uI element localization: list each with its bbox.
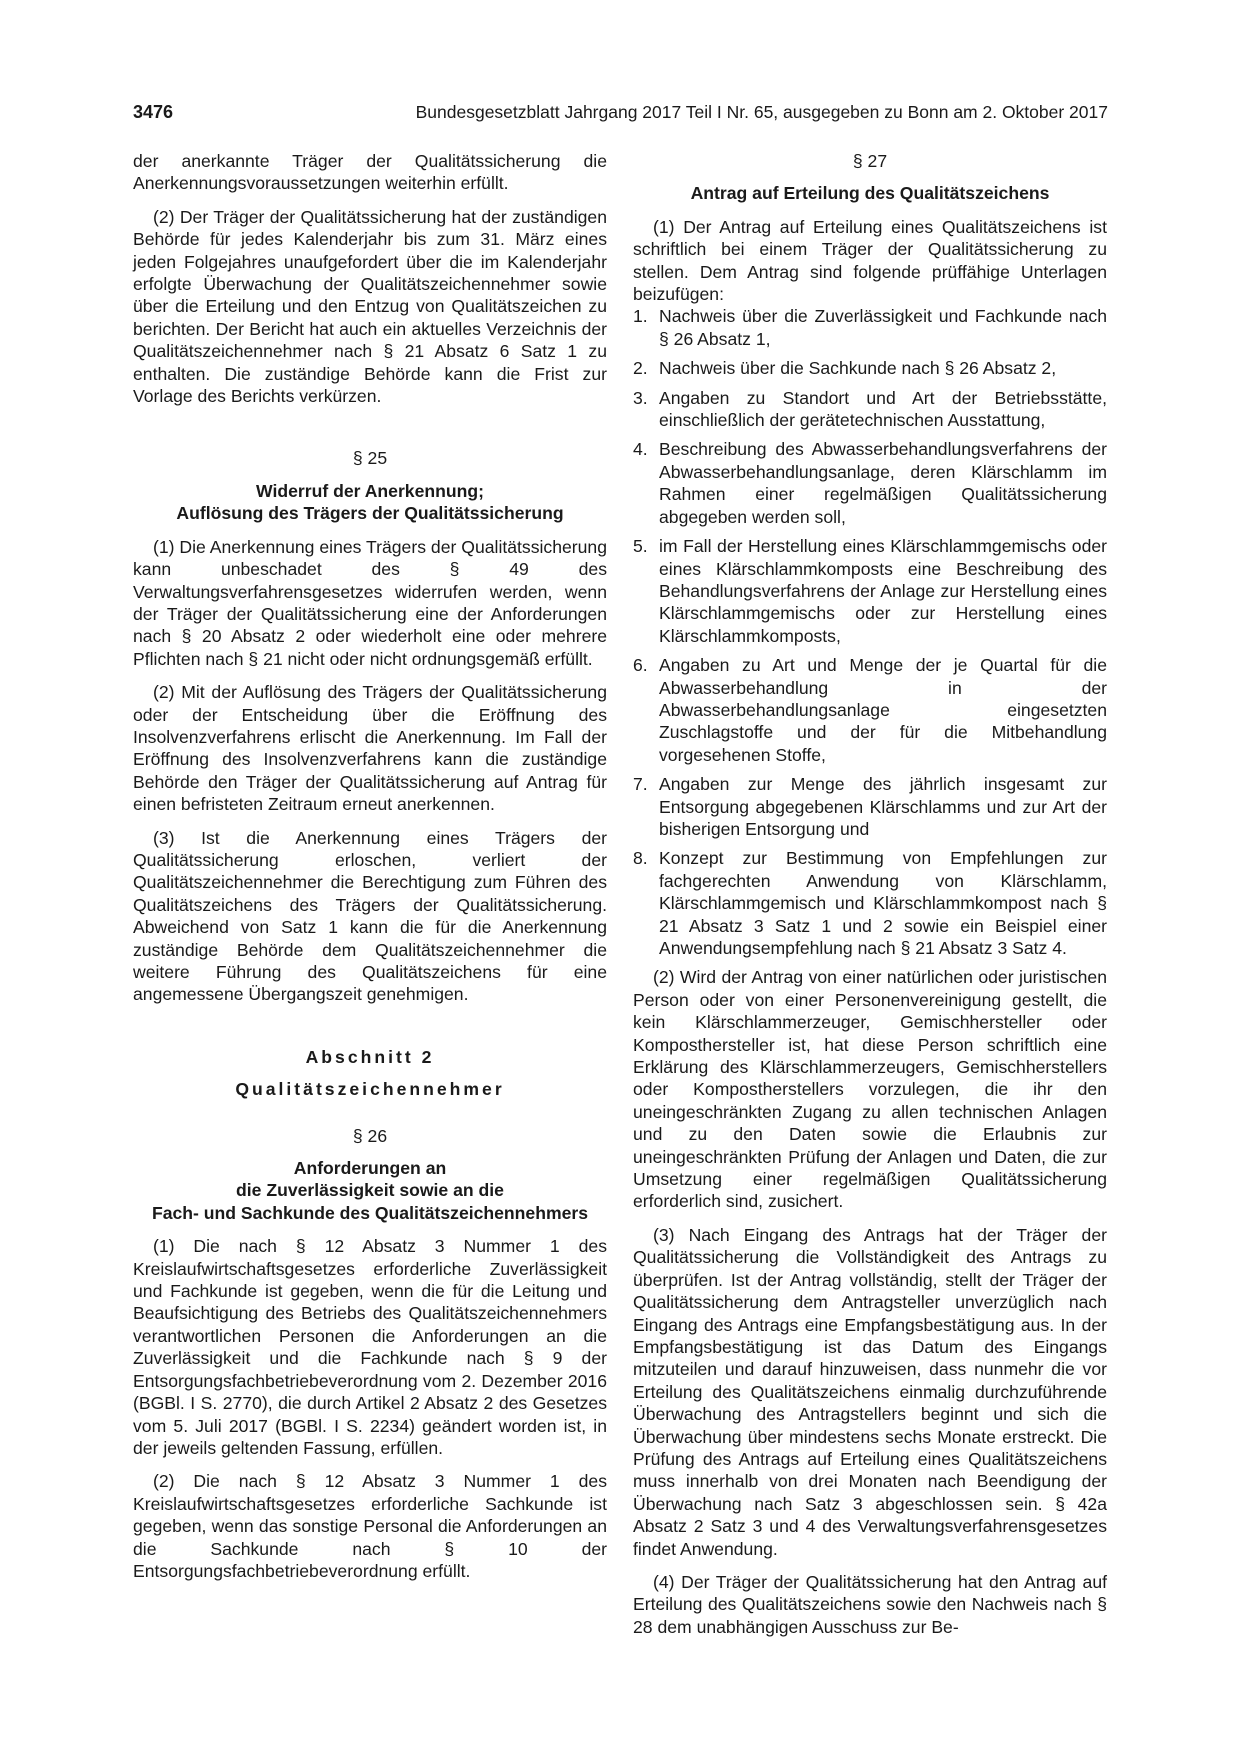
- section-26-title-line-1: Anforderungen an: [293, 1158, 447, 1179]
- list-item-number: 4.: [633, 439, 648, 460]
- list-item: [633, 847, 1107, 959]
- page-number: 3476: [133, 102, 174, 122]
- list-item-text: im Fall der Herstellung eines Klärschlammgemischs oder eines Klärschlammkomposts eine Beschreibung des Behandlungsverfahrens der Anlage zur Herstellung eines Klärschlammgemischs oder zur Herstellung eines Klärschlammkomposts,: [659, 536, 1107, 646]
- list-item: [633, 357, 1107, 379]
- section-26-paragraph-1: (1) Die nach § 12 Absatz 3 Nummer 1 des Kreislaufwirtschaftsgesetzes erforderliche Zuverlässigkeit und Fachkunde ist gegeben, wenn die für die Leitung und Beaufsichtigung des Betriebs des Qualitätszeichennehmers verantwortlichen Personen die Anforderungen an die Zuverlässigkeit und die Fachkunde nach § 9 der Entsorgungsfachbetriebeverordnung vom 2. Dezember 2016 (BGBl. I S. 2770), die durch Artikel 2 Absatz 2 des Gesetzes vom 5. Juli 2017 (BGBl. I S. 2234) geändert worden ist, in der jeweils geltenden Fassung, erfüllen.: [133, 1236, 607, 1458]
- section-27-paragraph-1: (1) Der Antrag auf Erteilung eines Qualitätszeichens ist schriftlich bei einem Träger der Qualitätssicherung zu stellen. Dem Antrag sind folgende prüffähige Unterlagen beizufügen:: [633, 216, 1107, 305]
- list-item: [633, 535, 1107, 647]
- section-25-paragraph-2: (2) Mit der Auflösung des Trägers der Qualitätssicherung oder der Entscheidung über die Eröffnung des Insolvenzverfahrens erlischt die Anerkennung. Im Fall der Eröffnung des Insolvenzverfahrens kann die zuständige Behörde den Träger der Qualitätssicherung auf Antrag für einen befristeten Zeitraum erneut anerkennen.: [133, 682, 607, 815]
- list-item: [633, 654, 1107, 766]
- abschnitt-label: Abschnitt 2: [305, 1046, 435, 1067]
- section-27-paragraph-4: (4) Der Träger der Qualitätssicherung hat den Antrag auf Erteilung des Qualitätszeichens sowie den Nachweis nach § 28 dem unabhängigen Ausschuss zur Be-: [633, 1571, 1107, 1637]
- section-27-paragraph-3: (3) Nach Eingang des Antrags hat der Träger der Qualitätssicherung die Vollständigkeit des Antrags zu überprüfen. Ist der Antrag vollständig, stellt der Träger der Qualitätssicherung dem Antragsteller unverzüglich nach Eingang des Antrags eine Empfangsbestätigung aus. In der Empfangsbestätigung ist das Datum des Eingangs mitzuteilen und darauf hinzuweisen, dass nunmehr die vor Erteilung des Qualitätszeichens einmalig durchzuführende Überwachung des Antragstellers beginnt und sich die Überwachung über mindestens sechs Monate erstreckt. Die Prüfung des Antrags auf Erteilung eines Qualitätszeichens muss innerhalb von drei Monaten nach Beendigung der Überwachung nach Satz 3 abgeschlossen sein. § 42a Absatz 2 Satz 3 und 4 des Verwaltungsverfahrensgesetzes findet Anwendung.: [633, 1224, 1107, 1559]
- list-item-text: Angaben zur Menge des jährlich insgesamt zur Entsorgung abgegebenen Klärschlamms und zur Art der bisherigen Entsorgung und: [659, 774, 1107, 839]
- section-27-paragraph-2: (2) Wird der Antrag von einer natürlichen oder juristischen Person oder von einer Personenvereinigung gestellt, die kein Klärschlammerzeuger, Gemischhersteller oder Komposthersteller ist, hat diese Person schriftlich eine Erklärung des Klärschlammerzeugers, Gemischherstellers oder Kompostherstellers vorzulegen, die ihr den uneingeschränkten Zugang zu allen technischen Anlagen und zu den Daten sowie die Erlaubnis zur uneingeschränkten Prüfung der Anlagen und Daten, die zur Umsetzung einer regelmäßigen Qualitätssicherung erforderlich sind, zusichert.: [633, 967, 1107, 1212]
- abschnitt-title: Qualitätszeichennehmer: [235, 1079, 505, 1100]
- section-27-number: § 27: [852, 151, 888, 171]
- list-item-number: 5.: [633, 536, 648, 557]
- list-item-number: 7.: [633, 774, 648, 795]
- required-documents-list: [633, 305, 1107, 959]
- paragraph-24-2: (2) Der Träger der Qualitätssicherung hat der zuständigen Behörde für jedes Kalenderjahr bis zum 31. März eines jeden Folgejahres unaufgefordert über die im Kalenderjahr erfolgte Überwachung der Qualitätszeichennehmer sowie über die Erteilung und den Entzug von Qualitätszeichen zu berichten. Der Bericht hat auch ein aktuelles Verzeichnis der Qualitätszeichennehmer nach § 21 Absatz 6 Satz 1 zu enthalten. Die zuständige Behörde kann die Frist zur Vorlage des Berichts verkürzen.: [133, 206, 607, 407]
- section-26-title-line-2: die Zuverlässigkeit sowie an die: [236, 1180, 504, 1201]
- right-column: [633, 150, 1107, 1638]
- list-item-text: Nachweis über die Sachkunde nach § 26 Absatz 2,: [659, 358, 1057, 379]
- list-item-text: Angaben zu Art und Menge der je Quartal für die Abwasserbehandlung in der Abwasserbehandlungsanlage eingesetzten Zuschlagstoffe und der für die Mitbehandlung vorgesehenen Stoffe,: [659, 655, 1107, 765]
- list-item-number: 3.: [633, 387, 648, 408]
- list-item: [633, 773, 1107, 840]
- list-item-number: 6.: [633, 655, 648, 676]
- paragraph-continuation: der anerkannte Träger der Qualitätssicherung die Anerkennungsvoraussetzungen weiterhin erfüllt.: [133, 151, 607, 194]
- page-header: [133, 100, 1108, 124]
- section-26-title-line-3: Fach- und Sachkunde des Qualitätszeichennehmers: [151, 1202, 589, 1223]
- list-item-text: Angaben zu Standort und Art der Betriebsstätte, einschließlich der gerätetechnischen Ausstattung,: [659, 387, 1107, 431]
- list-item: [633, 438, 1107, 528]
- list-item-text: Nachweis über die Zuverlässigkeit und Fachkunde nach § 26 Absatz 1,: [659, 306, 1107, 349]
- list-item-text: Konzept zur Bestimmung von Empfehlungen zur fachgerechten Anwendung von Klärschlamm, Klärschlammgemisch und Klärschlammkompost nach § 21 Absatz 3 Satz 1 und 2 sowie ein Beispiel einer Anwendungsempfehlung nach § 21 Absatz 3 Satz 4.: [659, 848, 1107, 958]
- list-item-text: Beschreibung des Abwasserbehandlungsverfahrens der Abwasserbehandlungsanlage, deren Klärschlamm im Rahmen einer regelmäßigen Qualitätssicherung abgegeben werden soll,: [659, 439, 1107, 527]
- list-item-number: 1.: [633, 306, 648, 327]
- running-title: Bundesgesetzblatt Jahrgang 2017 Teil I Nr. 65, ausgegeben zu Bonn am 2. Oktober 2017: [415, 102, 1108, 122]
- list-item-number: 2.: [633, 358, 648, 379]
- section-26-paragraph-2: (2) Die nach § 12 Absatz 3 Nummer 1 des Kreislaufwirtschaftsgesetzes erforderliche Sachkunde ist gegeben, wenn das sonstige Personal die Anforderungen an die Sachkunde nach § 10 der Entsorgungsfachbetriebeverordnung erfüllt.: [133, 1471, 607, 1581]
- section-25-title-line-2: Auflösung des Trägers der Qualitätssicherung: [176, 503, 564, 524]
- list-item: [633, 305, 1107, 350]
- section-25-paragraph-1: (1) Die Anerkennung eines Trägers der Qualitätssicherung kann unbeschadet des § 49 des Verwaltungsverfahrensgesetzes widerrufen werden, wenn der Träger der Qualitätssicherung eine der Anforderungen nach § 20 Absatz 2 oder wiederholt eine oder mehrere Pflichten nach § 21 nicht oder nicht ordnungsgemäß erfüllt.: [133, 536, 607, 669]
- left-column: [133, 150, 607, 1582]
- section-25-paragraph-3: (3) Ist die Anerkennung eines Trägers der Qualitätssicherung erloschen, verliert der Qualitätszeichennehmer die Berechtigung zum Führen des Qualitätszeichens des Trägers der Qualitätssicherung. Abweichend von Satz 1 kann die für die Anerkennung zuständige Behörde dem Qualitätszeichennehmer die weitere Führung des Qualitätszeichens für eine angemessene Übergangszeit genehmigen.: [133, 827, 607, 1005]
- section-26-number: § 26: [352, 1125, 388, 1146]
- section-25-number: § 25: [352, 448, 388, 469]
- section-27-title: Antrag auf Erteilung des Qualitätszeichens: [690, 183, 1050, 204]
- section-25-title-line-1: Widerruf der Anerkennung;: [256, 480, 484, 501]
- list-item-number: 8.: [633, 848, 648, 869]
- list-item: [633, 387, 1107, 432]
